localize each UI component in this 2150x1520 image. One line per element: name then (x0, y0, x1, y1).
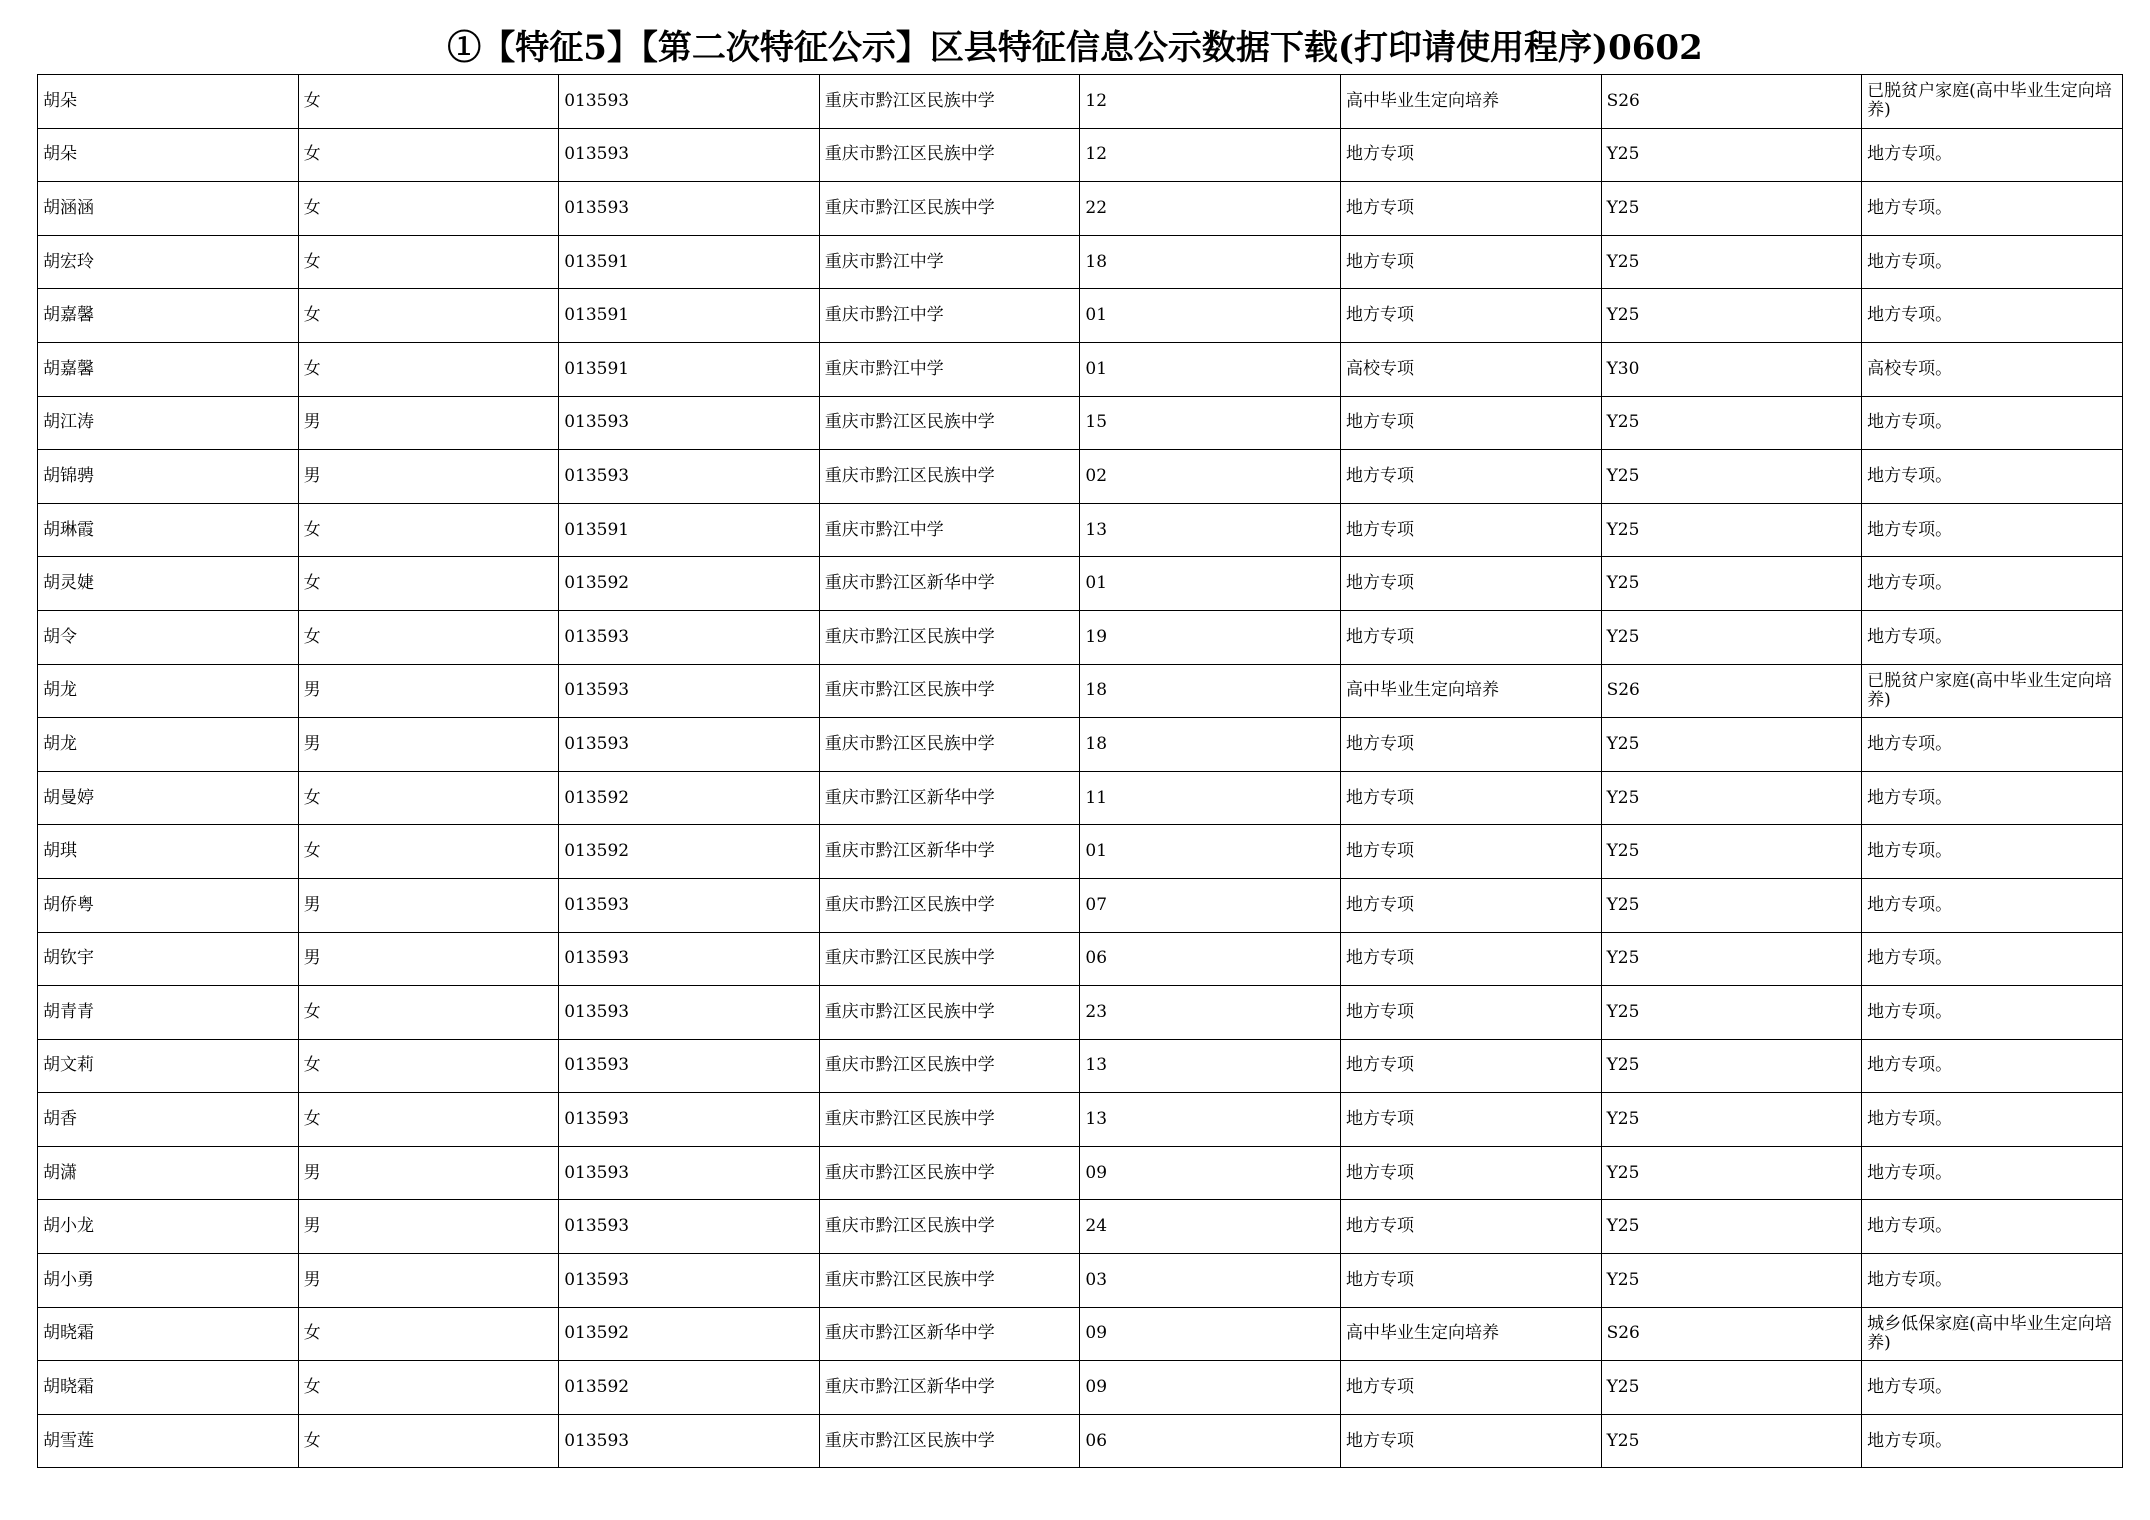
code-cell: Y25 (1601, 718, 1862, 772)
category-cell: 地方专项 (1340, 771, 1601, 825)
name-cell: 胡锦骋 (38, 450, 299, 504)
class-cell: 06 (1080, 1414, 1341, 1468)
school-code-cell: 013593 (559, 128, 820, 182)
name-cell: 胡琪 (38, 825, 299, 879)
category-cell: 地方专项 (1340, 1200, 1601, 1254)
school-code-cell: 013593 (559, 1200, 820, 1254)
class-cell: 01 (1080, 342, 1341, 396)
class-cell: 12 (1080, 128, 1341, 182)
school-name-cell: 重庆市黔江区民族中学 (819, 718, 1080, 772)
name-cell: 胡琳霞 (38, 503, 299, 557)
school-code-cell: 013593 (559, 610, 820, 664)
name-cell: 胡雪莲 (38, 1414, 299, 1468)
name-cell: 胡晓霜 (38, 1307, 299, 1361)
class-cell: 02 (1080, 450, 1341, 504)
category-cell: 地方专项 (1340, 289, 1601, 343)
code-cell: Y25 (1601, 235, 1862, 289)
class-cell: 11 (1080, 771, 1341, 825)
table-row (38, 557, 2123, 611)
class-cell: 01 (1080, 289, 1341, 343)
code-cell: Y25 (1601, 182, 1862, 236)
gender-cell: 女 (298, 75, 559, 129)
school-name-cell: 重庆市黔江区民族中学 (819, 1146, 1080, 1200)
code-cell: Y25 (1601, 503, 1862, 557)
gender-cell: 男 (298, 1254, 559, 1308)
table-row (38, 718, 2123, 772)
school-name-cell: 重庆市黔江中学 (819, 342, 1080, 396)
category-cell: 地方专项 (1340, 610, 1601, 664)
name-cell: 胡嘉馨 (38, 342, 299, 396)
gender-cell: 女 (298, 182, 559, 236)
table-row (38, 128, 2123, 182)
data-table (37, 74, 2123, 1468)
name-cell: 胡龙 (38, 718, 299, 772)
gender-cell: 男 (298, 1146, 559, 1200)
gender-cell: 女 (298, 1414, 559, 1468)
description-cell: 地方专项。 (1862, 1361, 2123, 1415)
name-cell: 胡小勇 (38, 1254, 299, 1308)
gender-cell: 女 (298, 771, 559, 825)
code-cell: Y25 (1601, 825, 1862, 879)
category-cell: 地方专项 (1340, 396, 1601, 450)
code-cell: Y25 (1601, 878, 1862, 932)
school-name-cell: 重庆市黔江区民族中学 (819, 396, 1080, 450)
table-row (38, 825, 2123, 879)
code-cell: S26 (1601, 1307, 1862, 1361)
school-code-cell: 013591 (559, 342, 820, 396)
name-cell: 胡香 (38, 1093, 299, 1147)
description-cell: 地方专项。 (1862, 396, 2123, 450)
class-cell: 01 (1080, 557, 1341, 611)
table-row (38, 664, 2123, 718)
description-cell: 城乡低保家庭(高中毕业生定向培养) (1862, 1307, 2123, 1361)
class-cell: 03 (1080, 1254, 1341, 1308)
table-row (38, 289, 2123, 343)
description-cell: 地方专项。 (1862, 289, 2123, 343)
code-cell: Y25 (1601, 1093, 1862, 1147)
name-cell: 胡小龙 (38, 1200, 299, 1254)
table-row (38, 1307, 2123, 1361)
class-cell: 12 (1080, 75, 1341, 129)
category-cell: 地方专项 (1340, 1414, 1601, 1468)
description-cell: 地方专项。 (1862, 932, 2123, 986)
table-row (38, 342, 2123, 396)
table-row (38, 932, 2123, 986)
gender-cell: 女 (298, 986, 559, 1040)
school-name-cell: 重庆市黔江区新华中学 (819, 771, 1080, 825)
class-cell: 23 (1080, 986, 1341, 1040)
table-row (38, 182, 2123, 236)
school-name-cell: 重庆市黔江区民族中学 (819, 1414, 1080, 1468)
name-cell: 胡涵涵 (38, 182, 299, 236)
school-name-cell: 重庆市黔江区新华中学 (819, 557, 1080, 611)
table-row (38, 1146, 2123, 1200)
name-cell: 胡潇 (38, 1146, 299, 1200)
gender-cell: 女 (298, 342, 559, 396)
description-cell: 地方专项。 (1862, 1414, 2123, 1468)
class-cell: 13 (1080, 1093, 1341, 1147)
school-code-cell: 013591 (559, 503, 820, 557)
school-code-cell: 013593 (559, 878, 820, 932)
name-cell: 胡龙 (38, 664, 299, 718)
category-cell: 地方专项 (1340, 825, 1601, 879)
school-code-cell: 013593 (559, 1146, 820, 1200)
code-cell: S26 (1601, 75, 1862, 129)
class-cell: 18 (1080, 664, 1341, 718)
description-cell: 地方专项。 (1862, 1093, 2123, 1147)
description-cell: 已脱贫户家庭(高中毕业生定向培养) (1862, 664, 2123, 718)
category-cell: 地方专项 (1340, 1146, 1601, 1200)
school-code-cell: 013591 (559, 289, 820, 343)
name-cell: 胡嘉馨 (38, 289, 299, 343)
table-row (38, 1039, 2123, 1093)
code-cell: Y25 (1601, 557, 1862, 611)
name-cell: 胡朵 (38, 75, 299, 129)
school-name-cell: 重庆市黔江中学 (819, 235, 1080, 289)
description-cell: 地方专项。 (1862, 557, 2123, 611)
table-row (38, 1254, 2123, 1308)
category-cell: 高校专项 (1340, 342, 1601, 396)
description-cell: 地方专项。 (1862, 771, 2123, 825)
class-cell: 13 (1080, 1039, 1341, 1093)
school-name-cell: 重庆市黔江区民族中学 (819, 1254, 1080, 1308)
school-name-cell: 重庆市黔江区民族中学 (819, 1200, 1080, 1254)
name-cell: 胡朵 (38, 128, 299, 182)
school-name-cell: 重庆市黔江区民族中学 (819, 1039, 1080, 1093)
class-cell: 09 (1080, 1307, 1341, 1361)
code-cell: Y25 (1601, 932, 1862, 986)
table-row (38, 1361, 2123, 1415)
gender-cell: 男 (298, 664, 559, 718)
school-name-cell: 重庆市黔江区新华中学 (819, 1361, 1080, 1415)
table-body (38, 75, 2123, 1468)
gender-cell: 女 (298, 557, 559, 611)
class-cell: 15 (1080, 396, 1341, 450)
name-cell: 胡江涛 (38, 396, 299, 450)
class-cell: 07 (1080, 878, 1341, 932)
code-cell: Y25 (1601, 986, 1862, 1040)
gender-cell: 女 (298, 128, 559, 182)
school-code-cell: 013593 (559, 1093, 820, 1147)
school-code-cell: 013593 (559, 986, 820, 1040)
class-cell: 19 (1080, 610, 1341, 664)
school-name-cell: 重庆市黔江中学 (819, 289, 1080, 343)
name-cell: 胡宏玲 (38, 235, 299, 289)
name-cell: 胡曼婷 (38, 771, 299, 825)
description-cell: 地方专项。 (1862, 1254, 2123, 1308)
school-code-cell: 013592 (559, 1307, 820, 1361)
code-cell: Y25 (1601, 128, 1862, 182)
school-name-cell: 重庆市黔江区民族中学 (819, 450, 1080, 504)
gender-cell: 女 (298, 1039, 559, 1093)
page-title: ①【特征5】【第二次特征公示】区县特征信息公示数据下载(打印请使用程序)0602 (447, 28, 1703, 68)
name-cell: 胡令 (38, 610, 299, 664)
category-cell: 地方专项 (1340, 878, 1601, 932)
gender-cell: 女 (298, 1093, 559, 1147)
description-cell: 地方专项。 (1862, 1200, 2123, 1254)
code-cell: S26 (1601, 664, 1862, 718)
table-row (38, 396, 2123, 450)
gender-cell: 女 (298, 825, 559, 879)
category-cell: 地方专项 (1340, 986, 1601, 1040)
name-cell: 胡灵婕 (38, 557, 299, 611)
name-cell: 胡青青 (38, 986, 299, 1040)
code-cell: Y25 (1601, 1146, 1862, 1200)
gender-cell: 男 (298, 396, 559, 450)
school-code-cell: 013593 (559, 1039, 820, 1093)
code-cell: Y30 (1601, 342, 1862, 396)
table-row (38, 1414, 2123, 1468)
class-cell: 18 (1080, 718, 1341, 772)
school-code-cell: 013592 (559, 1361, 820, 1415)
name-cell: 胡文莉 (38, 1039, 299, 1093)
name-cell: 胡侨粤 (38, 878, 299, 932)
class-cell: 22 (1080, 182, 1341, 236)
table-row (38, 450, 2123, 504)
class-cell: 09 (1080, 1361, 1341, 1415)
school-code-cell: 013593 (559, 664, 820, 718)
category-cell: 地方专项 (1340, 128, 1601, 182)
school-code-cell: 013592 (559, 825, 820, 879)
school-name-cell: 重庆市黔江区民族中学 (819, 1093, 1080, 1147)
school-code-cell: 013593 (559, 932, 820, 986)
category-cell: 地方专项 (1340, 1093, 1601, 1147)
school-code-cell: 013593 (559, 718, 820, 772)
table-row (38, 878, 2123, 932)
gender-cell: 女 (298, 235, 559, 289)
school-name-cell: 重庆市黔江区民族中学 (819, 664, 1080, 718)
code-cell: Y25 (1601, 1039, 1862, 1093)
description-cell: 地方专项。 (1862, 1039, 2123, 1093)
description-cell: 高校专项。 (1862, 342, 2123, 396)
school-name-cell: 重庆市黔江区新华中学 (819, 825, 1080, 879)
class-cell: 06 (1080, 932, 1341, 986)
school-code-cell: 013593 (559, 1414, 820, 1468)
description-cell: 地方专项。 (1862, 825, 2123, 879)
table-row (38, 1200, 2123, 1254)
category-cell: 地方专项 (1340, 182, 1601, 236)
school-code-cell: 013593 (559, 182, 820, 236)
description-cell: 已脱贫户家庭(高中毕业生定向培养) (1862, 75, 2123, 129)
school-code-cell: 013593 (559, 396, 820, 450)
category-cell: 地方专项 (1340, 718, 1601, 772)
category-cell: 高中毕业生定向培养 (1340, 75, 1601, 129)
description-cell: 地方专项。 (1862, 610, 2123, 664)
code-cell: Y25 (1601, 610, 1862, 664)
name-cell: 胡钦宇 (38, 932, 299, 986)
gender-cell: 男 (298, 878, 559, 932)
gender-cell: 女 (298, 289, 559, 343)
gender-cell: 男 (298, 932, 559, 986)
category-cell: 地方专项 (1340, 235, 1601, 289)
school-name-cell: 重庆市黔江区民族中学 (819, 932, 1080, 986)
gender-cell: 男 (298, 1200, 559, 1254)
code-cell: Y25 (1601, 771, 1862, 825)
school-code-cell: 013592 (559, 771, 820, 825)
code-cell: Y25 (1601, 1361, 1862, 1415)
gender-cell: 女 (298, 1307, 559, 1361)
school-name-cell: 重庆市黔江区民族中学 (819, 610, 1080, 664)
table-row (38, 1093, 2123, 1147)
school-name-cell: 重庆市黔江区民族中学 (819, 75, 1080, 129)
code-cell: Y25 (1601, 1254, 1862, 1308)
table-row (38, 503, 2123, 557)
school-code-cell: 013593 (559, 450, 820, 504)
category-cell: 地方专项 (1340, 1254, 1601, 1308)
table-row (38, 986, 2123, 1040)
description-cell: 地方专项。 (1862, 450, 2123, 504)
school-code-cell: 013593 (559, 1254, 820, 1308)
school-name-cell: 重庆市黔江区民族中学 (819, 878, 1080, 932)
school-name-cell: 重庆市黔江区民族中学 (819, 986, 1080, 1040)
code-cell: Y25 (1601, 1414, 1862, 1468)
code-cell: Y25 (1601, 1200, 1862, 1254)
class-cell: 24 (1080, 1200, 1341, 1254)
school-code-cell: 013592 (559, 557, 820, 611)
description-cell: 地方专项。 (1862, 182, 2123, 236)
class-cell: 01 (1080, 825, 1341, 879)
gender-cell: 男 (298, 450, 559, 504)
class-cell: 13 (1080, 503, 1341, 557)
description-cell: 地方专项。 (1862, 986, 2123, 1040)
school-name-cell: 重庆市黔江中学 (819, 503, 1080, 557)
table-row (38, 75, 2123, 129)
table-row (38, 610, 2123, 664)
category-cell: 地方专项 (1340, 932, 1601, 986)
class-cell: 09 (1080, 1146, 1341, 1200)
code-cell: Y25 (1601, 289, 1862, 343)
description-cell: 地方专项。 (1862, 718, 2123, 772)
category-cell: 高中毕业生定向培养 (1340, 1307, 1601, 1361)
table-row (38, 771, 2123, 825)
school-name-cell: 重庆市黔江区新华中学 (819, 1307, 1080, 1361)
category-cell: 地方专项 (1340, 450, 1601, 504)
code-cell: Y25 (1601, 396, 1862, 450)
description-cell: 地方专项。 (1862, 128, 2123, 182)
gender-cell: 男 (298, 718, 559, 772)
description-cell: 地方专项。 (1862, 503, 2123, 557)
table-row (38, 235, 2123, 289)
name-cell: 胡晓霜 (38, 1361, 299, 1415)
school-name-cell: 重庆市黔江区民族中学 (819, 182, 1080, 236)
school-code-cell: 013593 (559, 75, 820, 129)
category-cell: 地方专项 (1340, 503, 1601, 557)
school-code-cell: 013591 (559, 235, 820, 289)
category-cell: 地方专项 (1340, 557, 1601, 611)
gender-cell: 女 (298, 610, 559, 664)
description-cell: 地方专项。 (1862, 1146, 2123, 1200)
description-cell: 地方专项。 (1862, 878, 2123, 932)
gender-cell: 女 (298, 503, 559, 557)
gender-cell: 女 (298, 1361, 559, 1415)
category-cell: 地方专项 (1340, 1361, 1601, 1415)
category-cell: 地方专项 (1340, 1039, 1601, 1093)
school-name-cell: 重庆市黔江区民族中学 (819, 128, 1080, 182)
category-cell: 高中毕业生定向培养 (1340, 664, 1601, 718)
code-cell: Y25 (1601, 450, 1862, 504)
description-cell: 地方专项。 (1862, 235, 2123, 289)
class-cell: 18 (1080, 235, 1341, 289)
